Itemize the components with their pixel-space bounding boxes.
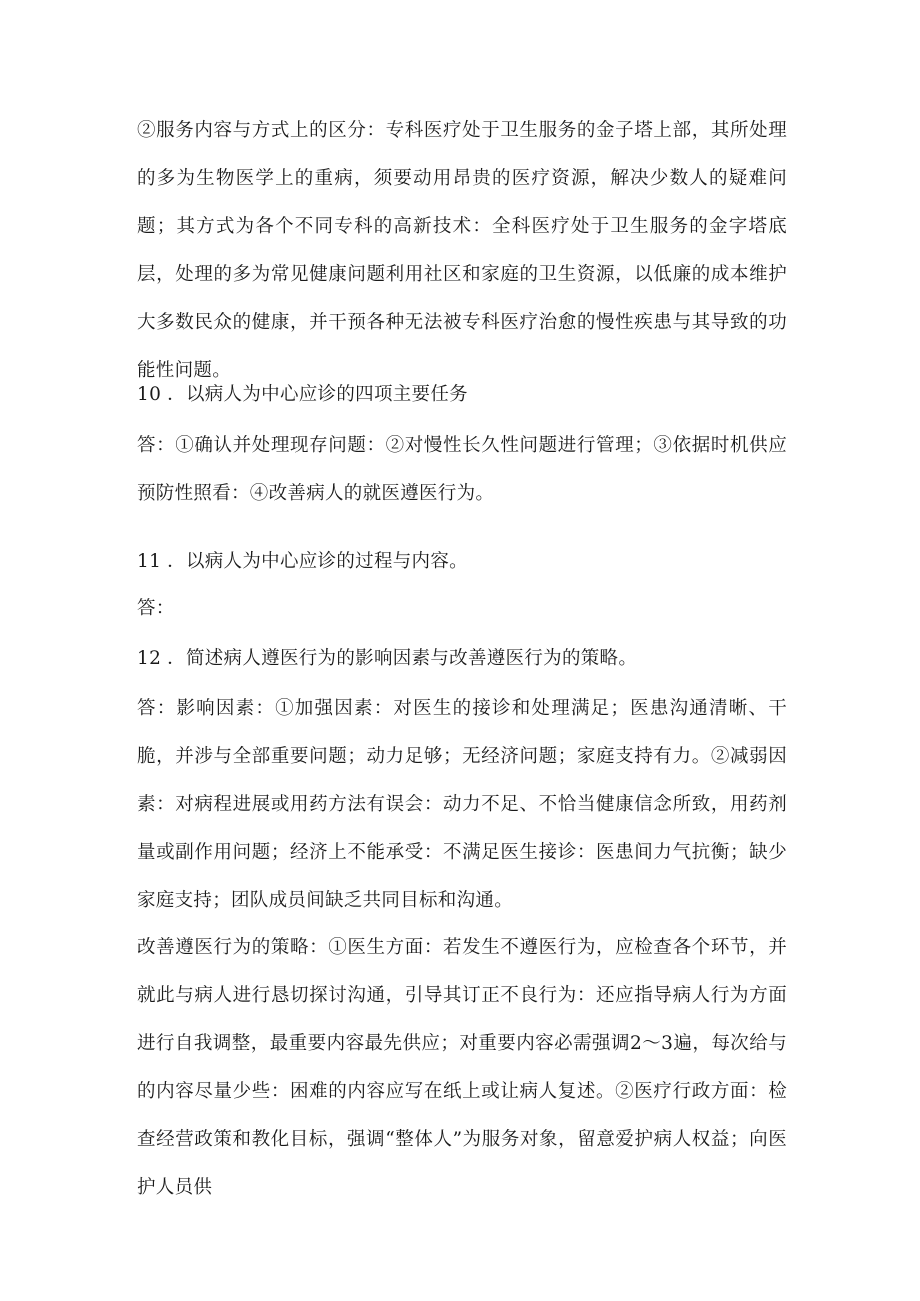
paragraph-service-content: ②服务内容与方式上的区分：专科医疗处于卫生服务的金子塔上部，其所处理的多为生物医学上的重病，须要动用昂贵的医疗资源，解决少数人的疑难问题；其方式为各个不同专科的高新技术：全科医疗处于卫生服务的金字塔底层，处理的多为常见健康问题利用社区和家庭的卫生资源，以低廉的成本维护大多数民众的健康，并干预各种无法被专科医疗治愈的慢性疾患与其导致的功能性问题。	[137, 120, 787, 381]
question-11-heading	[137, 538, 787, 586]
question-12-heading	[137, 635, 787, 683]
question-12-answer: 答：影响因素：①加强因素：对医生的接诊和处理满足；医患沟通清晰、干脆，并涉与全部重要问题；动力足够；无经济问题；家庭支持有力。②减弱因素：对病程进展或用药方法有误会：动力不足、不恰当健康信念所致，用药剂量或副作用问题；经济上不能承受：不满足医生接诊：医患间力气抗衡；缺少家庭支持；团队成员间缺乏共同目标和沟通。	[137, 698, 787, 911]
question-11-answer: 答：	[137, 598, 175, 619]
question-12-strategy: 改善遵医行为的策略：①医生方面：若发生不遵医行为，应检查各个环节，并就此与病人进行恳切探讨沟通，引导其订正不良行为：还应指导病人行为方面进行自我调整，最重要内容最先供应；对重要内容必需强调2〜3遍，每次给与的内容尽量少些：困难的内容应写在纸上或让病人复述。②医疗行政方面：检查经营政策和教化目标，强调“整体人”为服务对象，留意爱护病人权益；向医护人员供	[137, 937, 787, 1198]
question-11-number: 11	[137, 551, 162, 572]
question-10-title: ．以病人为中心应诊的四项主要任务	[167, 384, 468, 405]
question-11-title: ．以病人为中心应诊的过程与内容。	[167, 551, 468, 572]
question-10-number: 10	[137, 384, 162, 405]
question-12-number: 12	[137, 648, 162, 669]
question-10-heading	[137, 371, 787, 419]
question-10-answer: 答：①确认并处理现存问题：②对慢性长久性问题进行管理；③依据时机供应预防性照看：④改善病人的就医遵医行为。	[137, 435, 787, 504]
question-12-title: ．简述病人遵医行为的影响因素与改善遵医行为的策略。	[167, 648, 638, 669]
